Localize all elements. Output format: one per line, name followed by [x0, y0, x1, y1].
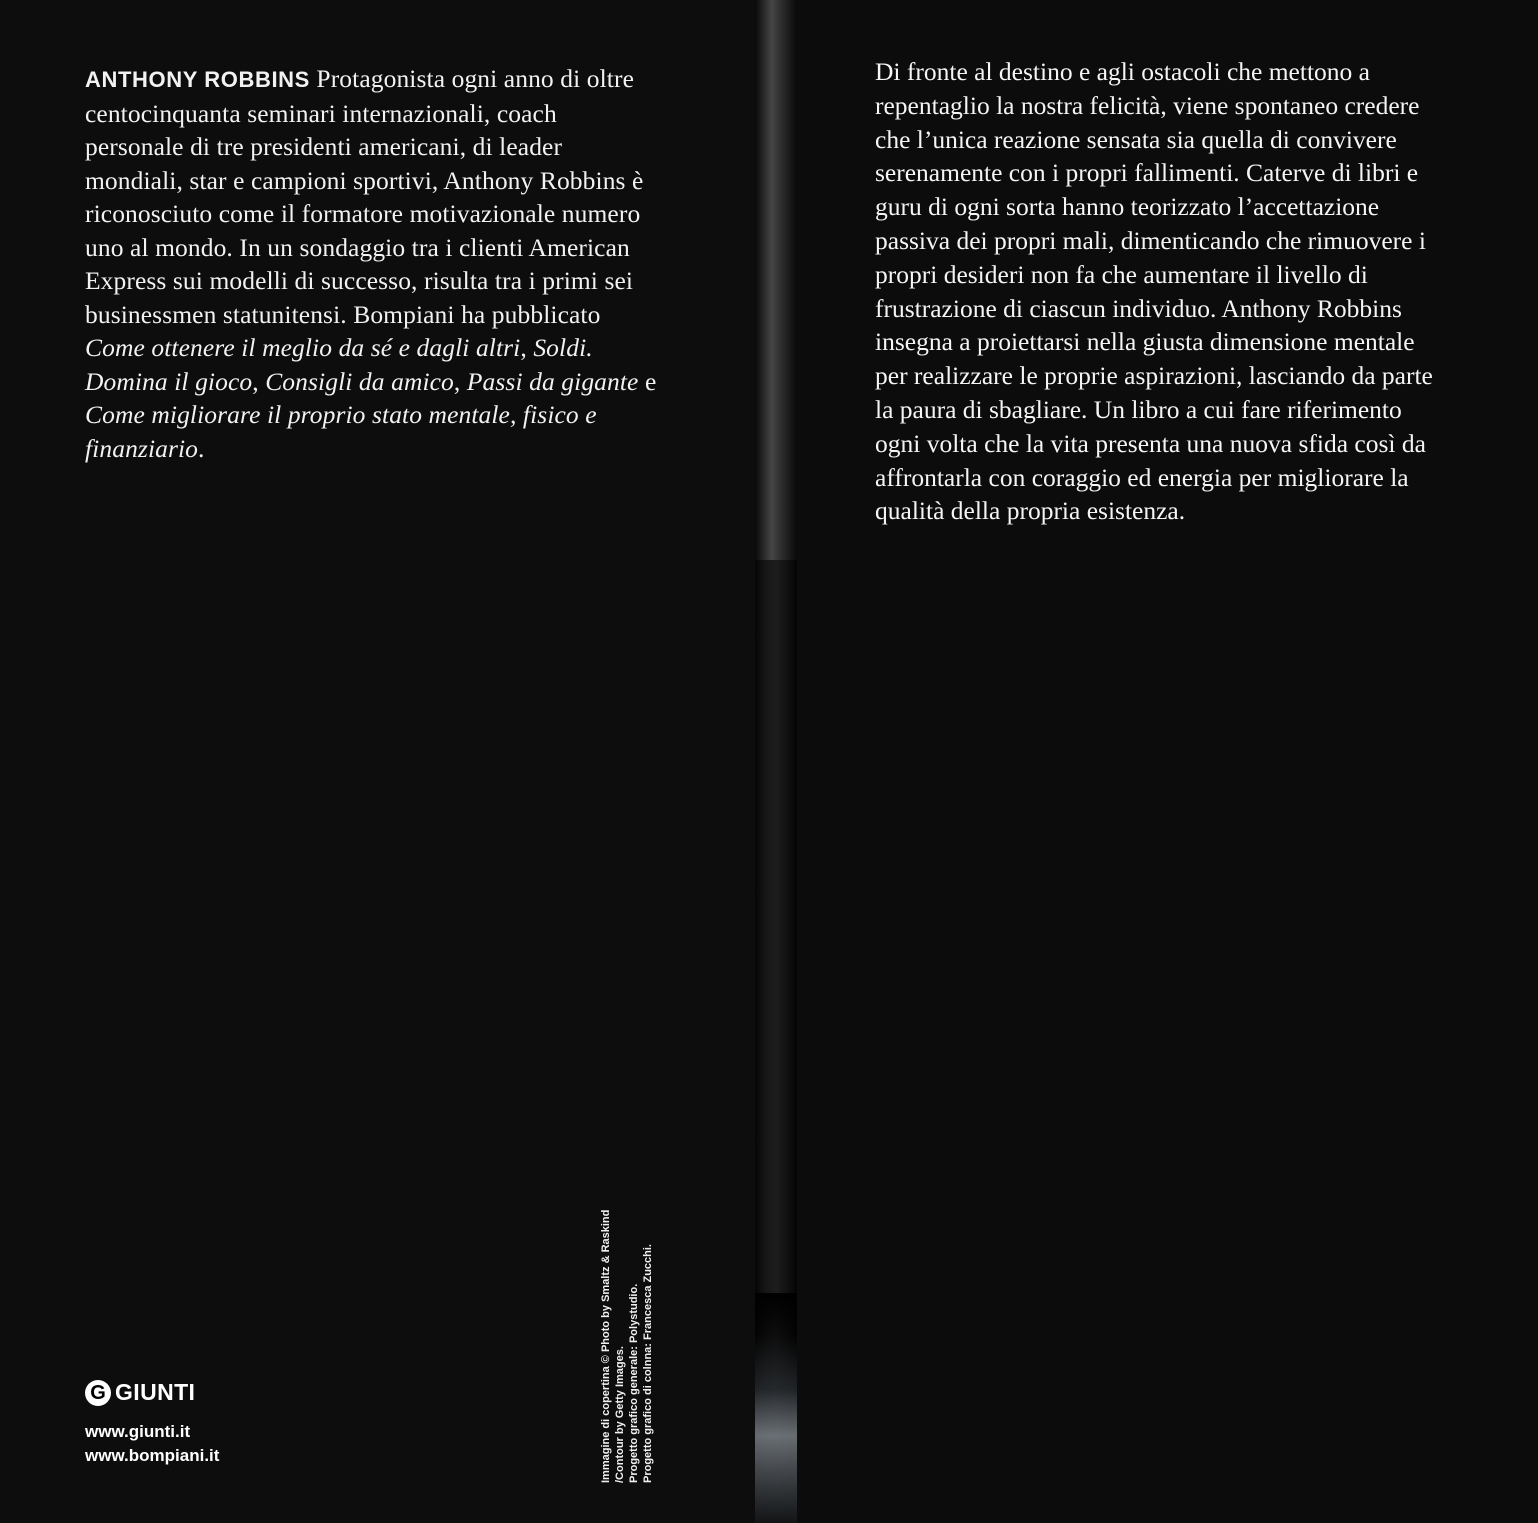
cover-credits [599, 1103, 655, 1483]
publisher-name: GIUNTI [115, 1379, 196, 1405]
book-title-1: Come ottenere il meglio da sé e dagli altri [85, 333, 521, 362]
spine-photo-strip [755, 1293, 797, 1523]
bio-text-end: . [198, 433, 205, 463]
author-name: ANTHONY ROBBINS [85, 67, 310, 92]
spine-lower-gradient [755, 560, 797, 1523]
book-title-2: Soldi. Domina il gioco [85, 333, 593, 396]
giunti-circle-icon: G [85, 1380, 111, 1406]
website-bompiani[interactable]: www.bompiani.it [85, 1446, 220, 1465]
credit-line-4: Progetto grafico di colnna: Francesca Zucchi. [642, 1244, 654, 1483]
bio-separator-3: , [453, 366, 467, 396]
front-cover-panel [797, 0, 1538, 1523]
book-title-3: Consigli da amico [265, 366, 454, 396]
bio-text-part1: Protagonista ogni anno di oltre centocinquanta seminari internazionali, coach personale di tre presidenti americani, di leader mondiali, star e campioni sportivi, Anthony Robbins è riconosciuto come il formatore motivazionale numero uno al mondo. In un sondaggio tra i clienti American Express sui modelli di successo, risulta tra i primi sei businessmen statunitensi. Bompiani ha pubblicato [85, 64, 644, 329]
bio-separator-1: , [520, 333, 534, 362]
publisher-logo [85, 1379, 415, 1406]
book-title-5: Come migliorare il proprio stato mentale, fisico e finanziario [85, 400, 597, 463]
cover-blurb: Di fronte al destino e agli ostacoli che mettono a repentaglio la nostra felicità, viene spontaneo credere che l’unica reazione sensata sia quella di convivere serenamente con i propri fallimenti. Caterve di libri e guru di ogni sorta hanno teorizzato l’accettazione passiva dei propri mali, dimenticando che rimuovere i propri desideri non fa che aumentare il livello di frustrazione di ciascun individuo. Anthony Robbins insegna a proiettarsi nella giusta dimensione mentale per realizzare le proprie aspirazioni, lasciando da parte la paura di sbagliare. Un libro a cui fare riferimento ogni volta che la vita presenta una nuova sfida così da affrontarla con coraggio ed energia per migliorare la qualità della propria esistenza. [875, 57, 1433, 526]
bio-separator-4: e [638, 366, 657, 396]
website-giunti[interactable]: www.giunti.it [85, 1422, 191, 1441]
credit-line-1: Immagine di copertina © Photo by Smaltz & Raskind [600, 1209, 612, 1483]
credit-line-2: /Contour by Getty Images. [614, 1346, 626, 1483]
back-cover-panel [0, 0, 755, 1523]
book-title-4: Passi da gigante [466, 366, 639, 396]
book-spine [755, 0, 797, 1523]
author-bio [85, 62, 660, 465]
publisher-block [85, 1379, 415, 1468]
credit-line-3: Progetto grafico generale: Polystudio. [628, 1283, 640, 1483]
bio-separator-2: , [252, 366, 266, 396]
